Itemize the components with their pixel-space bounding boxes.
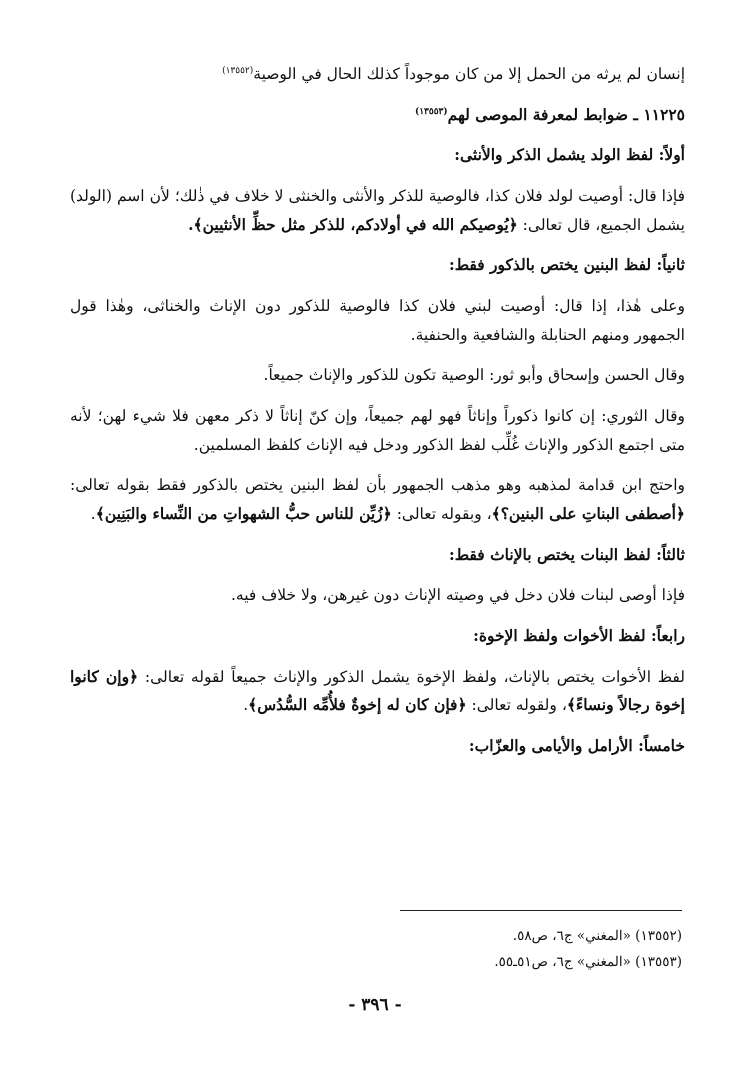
second-heading: ثانياً: لفظ البنين يختص بالذكور فقط: xyxy=(448,255,685,275)
connector-text: ، وبقوله تعالى: xyxy=(396,505,492,524)
intro-text: إنسان لم يرثه من الحمل إلا من كان موجوداً كذلك الحال في الوصية xyxy=(253,65,685,83)
punctuation: . xyxy=(90,505,96,524)
page-number: - ٣٩٦ - xyxy=(348,995,402,1015)
footnotes xyxy=(70,924,682,975)
first-heading: أولاً: لفظ الولد يشمل الذكر والأنثى: xyxy=(454,145,685,165)
footnote-ref[interactable]: (١٣٥٥٢) xyxy=(222,65,254,76)
second-paragraph-1: وعلى هٰذا، إذا قال: أوصيت لبني فلان كذا فالوصية للذكور دون الإناث والخناثى، وهٰذا قول الجمهور ومنهم الحنابلة والشافعية والحنفية. xyxy=(70,297,685,344)
quran-verse: ﴿زُيِّن للناس حبُّ الشهواتِ من النِّساء والبَنِين﴾ xyxy=(95,504,392,524)
second-paragraph-3: وقال الثوري: إن كانوا ذكوراً وإناثاً فهو لهم جميعاً، وإن كنّ إناثاً لا ذكر معهن فلا شيء لهن؛ لأنه متى اجتمع الذكور والإناث غُلِّب لفظ الذكور ودخل فيه الإناث كلفظ المسلمين. xyxy=(70,407,685,454)
quran-verse: ﴿أصطفى البناتِ على البنين؟﴾ xyxy=(491,504,685,524)
second-text: واحتج ابن قدامة لمذهبه وهو مذهب الجمهور بأن لفظ البنين يختص بالذكور فقط بقوله تعالى: xyxy=(70,476,685,495)
quran-verse: ﴿يُوصيكم الله في أولادكم، للذكر مثل حظِّ الأنثيين﴾. xyxy=(188,214,518,234)
third-heading: ثالثاً: لفظ البنات يختص بالإناث فقط: xyxy=(448,544,685,564)
fifth-heading: خامساً: الأرامل والأيامى والعزّاب: xyxy=(468,736,685,756)
intro-paragraph xyxy=(70,60,685,89)
section-title-text: ١١٢٢٥ ـ ضوابط لمعرفة الموصى لهم xyxy=(447,104,685,124)
connector-text: ، ولقوله تعالى: xyxy=(471,696,567,715)
second-paragraph-4 xyxy=(70,471,685,528)
footnote-item: (١٣٥٥٣) «المغني» ج٦، ص٥١ـ٥٥. xyxy=(494,953,682,970)
first-text: فإذا قال: أوصيت لولد فلان كذا، فالوصية للذكر والأنثى والخنثى لا خلاف في ذٰلك؛ لأن اسم (الولد) يشمل الجميع، قال تعالى: xyxy=(70,187,685,234)
footnote-divider xyxy=(400,910,682,911)
fourth-heading: رابعاً: لفظ الأخوات ولفظ الإخوة: xyxy=(473,626,685,646)
fourth-text: لفظ الأخوات يختص بالإناث، ولفظ الإخوة يشمل الذكور والإناث جميعاً لقوله تعالى: xyxy=(144,667,685,686)
footnote-ref[interactable]: (١٣٥٥٣) xyxy=(414,106,448,117)
quran-verse: ﴿فإن كان له إخوةٌ فلأُمِّه السُّدُس﴾ xyxy=(248,695,467,715)
footnote-item: (١٣٥٥٢) «المغني» ج٦، ص٥٨. xyxy=(512,928,682,944)
page-body xyxy=(70,60,685,773)
punctuation: . xyxy=(243,696,249,715)
second-paragraph-2: وقال الحسن وإسحاق وأبو ثور: الوصية تكون للذكور والإناث جميعاً. xyxy=(263,366,685,385)
first-paragraph xyxy=(70,182,685,239)
section-title xyxy=(70,101,685,130)
third-paragraph: فإذا أوصى لبنات فلان دخل في وصيته الإناث دون غيرهن، ولا خلاف فيه. xyxy=(230,586,685,605)
fourth-paragraph xyxy=(70,663,685,720)
quran-verse: ﴿وإن كانوا إخوة رجالاً ونساءً﴾ xyxy=(70,666,685,715)
